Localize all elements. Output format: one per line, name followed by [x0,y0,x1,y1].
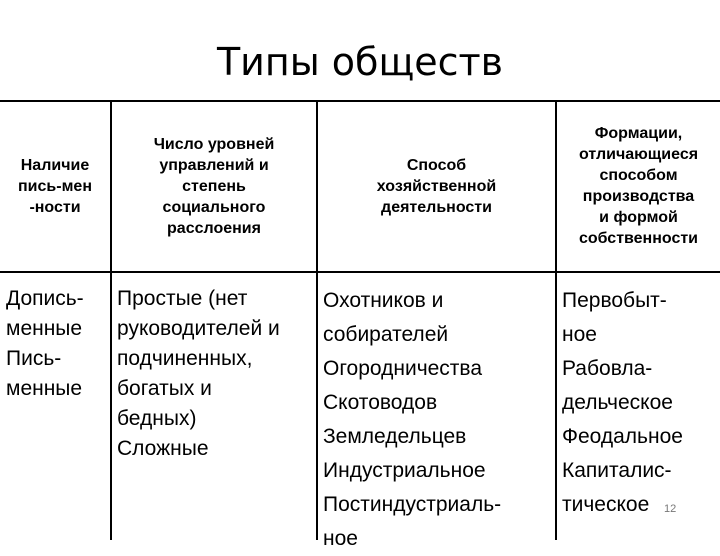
list-item: Постиндустриаль- [323,493,502,516]
list-item: Огородничества [323,357,483,380]
list-item: Сложные [117,437,209,460]
list-item: Капиталис- [562,459,672,482]
page-number: 12 [664,503,677,515]
list-item: подчиненных, [117,347,253,370]
list-item: Скотоводов [323,391,438,414]
list-item: менные [6,377,83,400]
list-item: ное [562,323,597,346]
list-item: тическое [562,493,650,516]
cell-management-levels [117,284,280,464]
list-item: Первобыт- [562,289,667,312]
list-item: руководителей и [117,317,280,340]
list-item: богатых и [117,377,212,400]
list-item: бедных) [117,407,197,430]
list-item: дельческое [562,391,673,414]
list-item: ное [323,527,358,550]
header-divider [0,271,720,273]
header-economic-activity: Способ хозяйственной деятельности [376,156,497,216]
slide-title: Типы обществ [216,40,504,84]
list-item: Охотников и [323,289,444,312]
list-item: Простые (нет [117,287,248,310]
list-item: собирателей [323,323,449,346]
list-item: Рабовла- [562,357,653,380]
list-item: менные [6,317,83,340]
list-item: Допись- [6,287,84,310]
cell-writing [6,284,84,404]
cell-formations [562,284,683,522]
list-item: Феодальное [562,425,683,448]
list-item: Пись- [6,347,62,370]
header-management-levels: Число уровней управлений и степень социального расслоения [153,135,275,237]
header-writing: Наличие пись-мен -ности [18,156,92,216]
header-formations: Формации, отличающиеся способом производства и формой собственности [578,125,699,247]
list-item: Индустриальное [323,459,486,482]
list-item: Земледельцев [323,425,467,448]
cell-economic-activity [323,284,501,556]
